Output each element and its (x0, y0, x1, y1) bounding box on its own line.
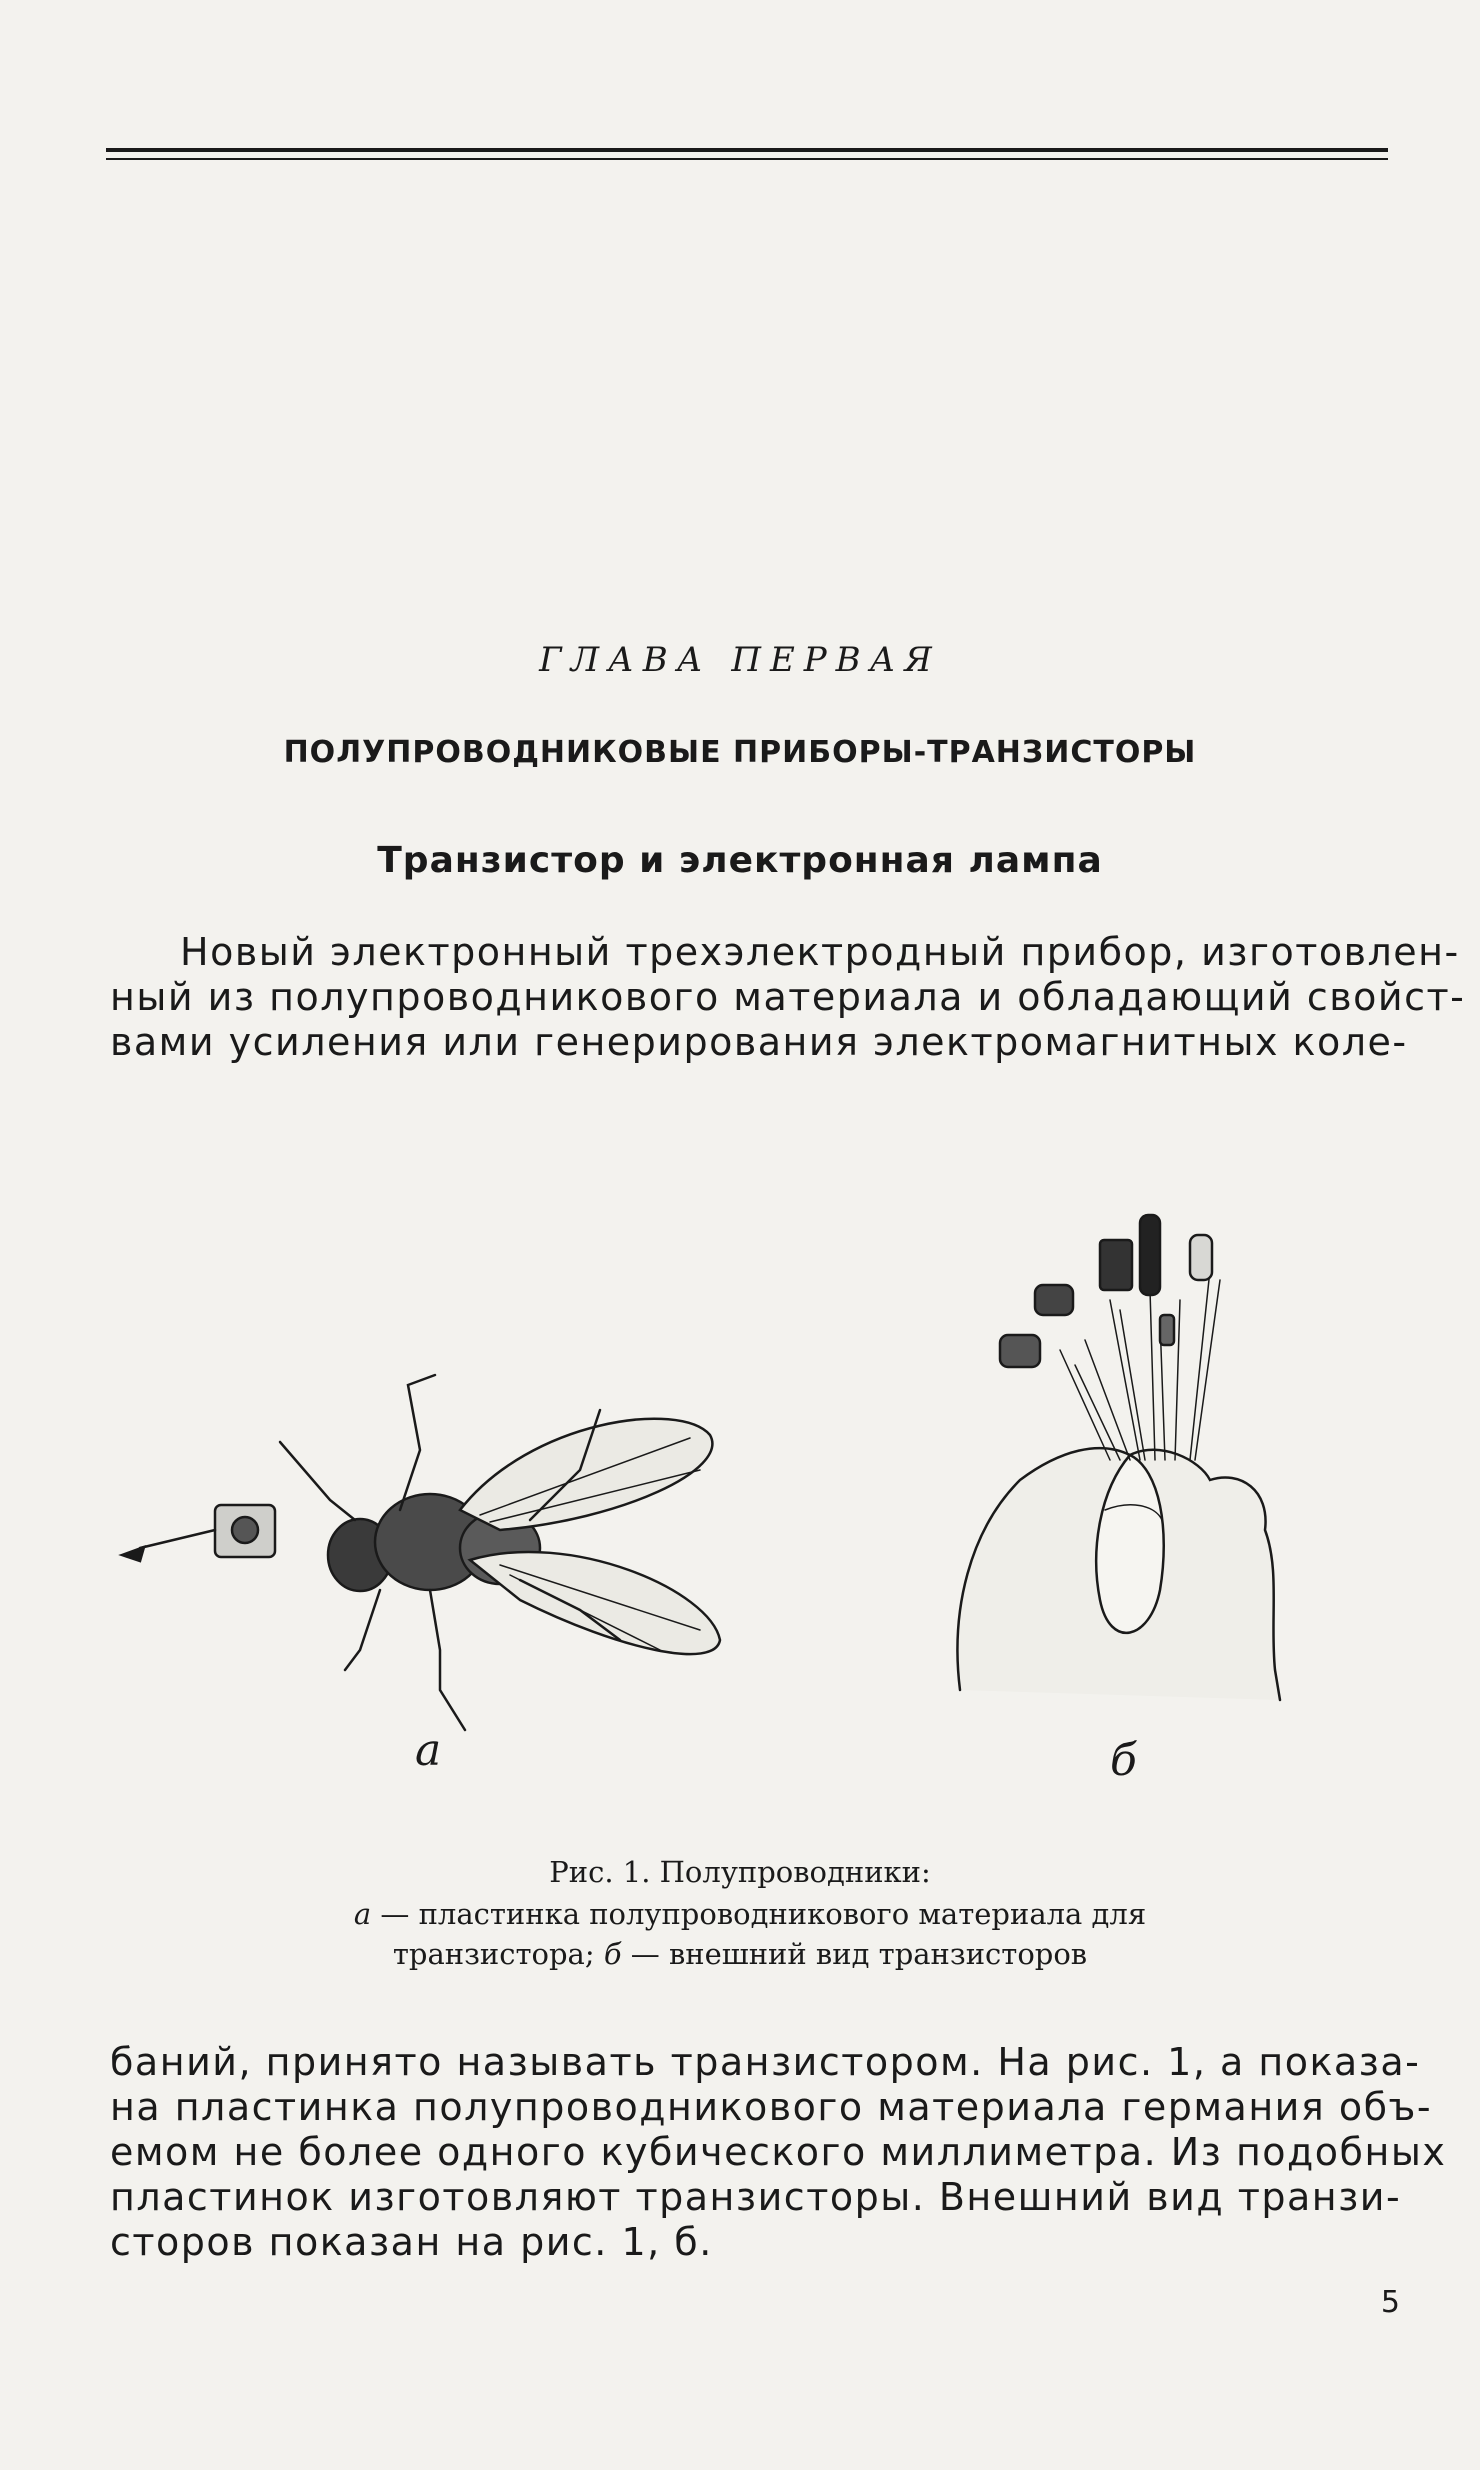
header-rule-thin (106, 158, 1388, 160)
text-line: пластинок изготовляют транзисторы. Внешний вид транзи- (110, 2175, 1402, 2219)
caption-letter-a: а (353, 1897, 372, 1931)
paragraph-intro (110, 930, 1466, 1065)
caption-title: Рис. 1. Полупроводники: (549, 1855, 931, 1889)
figure-1 (100, 1170, 1400, 1820)
caption-text-b: — внешний вид транзисторов (621, 1937, 1088, 1971)
fly-with-chip-illustration (122, 1375, 720, 1730)
hand-with-transistors-illustration (958, 1215, 1281, 1700)
figure-label-b: б (1110, 1735, 1137, 1786)
text-line: сторов показан на рис. 1, б. (110, 2220, 713, 2264)
caption-text-a: — пластинка полупроводникового материала для (371, 1897, 1147, 1931)
figure-label-a: а (415, 1725, 442, 1776)
caption-line-a (0, 1897, 1480, 1937)
header-rule-thick (106, 148, 1388, 152)
figure-caption (0, 1855, 1480, 1977)
caption-letter-b: б (603, 1937, 622, 1971)
caption-text-a-cont: транзистора; (392, 1937, 604, 1971)
text-line: вами усиления или генерирования электромагнитных коле- (110, 1020, 1408, 1064)
section-title: Транзистор и электронная лампа (377, 840, 1103, 881)
paragraph-continued (110, 2040, 1447, 2265)
text-line: Новый электронный трехэлектродный прибор, изготовлен- (180, 930, 1460, 974)
caption-line-b (0, 1937, 1480, 1977)
text-line: ный из полупроводникового материала и обладающий свойст- (110, 975, 1466, 1019)
text-line: баний, принято называть транзистором. На рис. 1, а показа- (110, 2040, 1421, 2084)
text-line: емом не более одного кубического миллиметра. Из подобных (110, 2130, 1447, 2174)
part-title: ПОЛУПРОВОДНИКОВЫЕ ПРИБОРЫ-ТРАНЗИСТОРЫ (283, 735, 1197, 770)
chapter-heading: ГЛАВА ПЕРВАЯ (539, 640, 941, 680)
figure-illustration (100, 1170, 1400, 1820)
text-line: на пластинка полупроводникового материала германия объ- (110, 2085, 1433, 2129)
page-number: 5 (1380, 2285, 1400, 2320)
